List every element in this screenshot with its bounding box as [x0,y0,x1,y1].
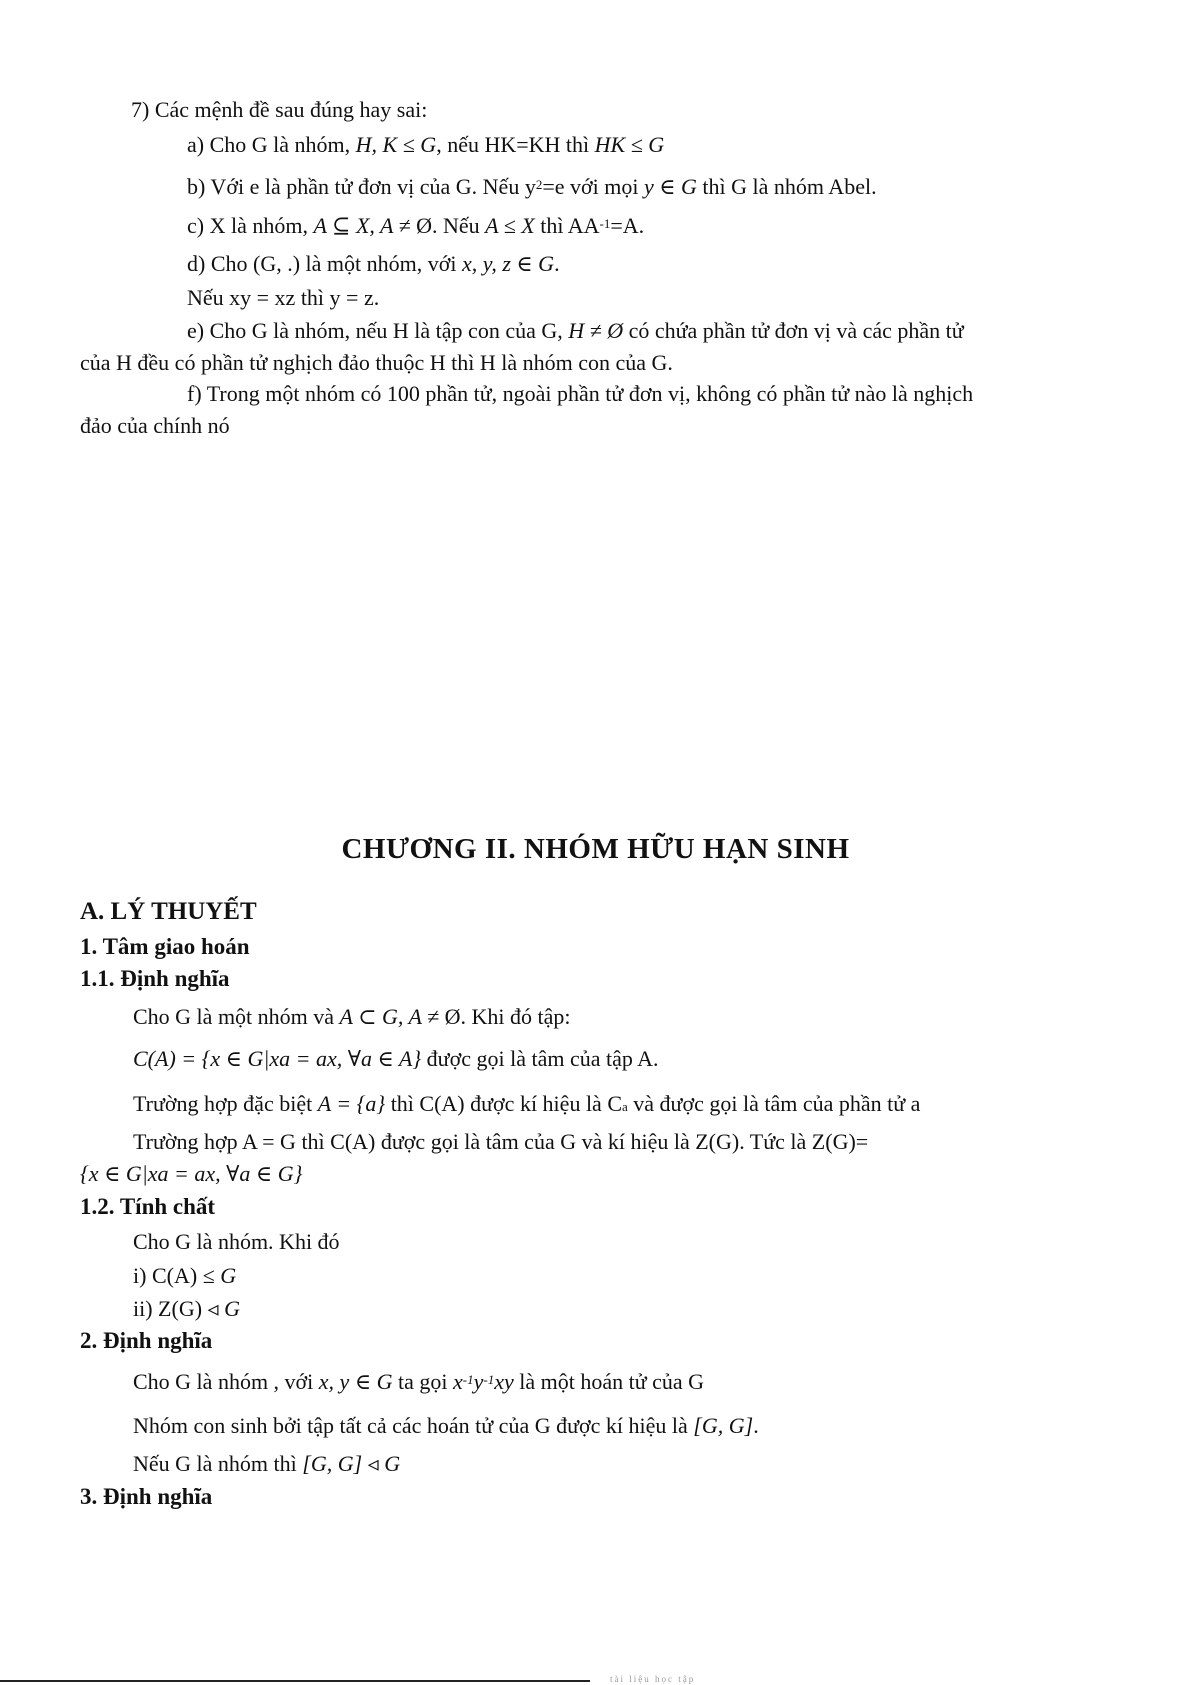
def-2-line-1: Cho G là nhóm , với x, y ∈ G ta gọi $x^{-1}y^{-1}xy$ là một hoán tử của G [133,1369,705,1394]
def-1-1-line-4: Trường hợp A = G thì C(A) được gọi là tâm của G và kí hiệu là Z(G). Tức là Z(G)= [133,1129,869,1154]
def-1-1-line-1: Cho G là một nhóm và A ⊂ G, A ≠ Ø. Khi đó tập: [133,1004,571,1029]
section-1-heading: 1. Tâm giao hoán [80,934,250,959]
q7-item-e: e) Cho G là nhóm, nếu H là tập con của G, H ≠ Ø có chứa phần tử đơn vị và các phần tử [187,318,964,343]
chapter-title: CHƯƠNG II. NHÓM HỮU HẠN SINH [341,833,850,865]
footer-rule [0,1680,590,1682]
prop-1-2-item-ii: ii) Z(G) ◃ G [133,1296,240,1321]
q7-item-a: a) Cho G là nhóm, H, K ≤ G, nếu HK=KH thì HK ≤ G [187,132,665,157]
q7-item-e-cont: của H đều có phần tử nghịch đảo thuộc H thì H là nhóm con của G. [80,350,673,375]
def-1-1-line-2: C(A) = {x ∈ G|xa = ax, ∀a ∈ A} được gọi là tâm của tập A. [133,1046,659,1071]
section-3-heading: 3. Định nghĩa [80,1484,213,1509]
def-2-line-3: Nếu G là nhóm thì [G, G] ◃ G [133,1451,401,1476]
footer-text: tài liệu học tập [610,1674,696,1684]
question-7-title: 7) Các mệnh đề sau đúng hay sai: [131,97,428,122]
def-1-1-line-5: {x ∈ G|xa = ax, ∀a ∈ G} [80,1161,303,1186]
q7-item-f-cont: đảo của chính nó [80,413,230,438]
def-2-line-2: Nhóm con sinh bởi tập tất cả các hoán tử của G được kí hiệu là [G, G]. [133,1413,759,1438]
q7-item-b: b) Với e là phần tử đơn vị của G. Nếu $y^2=e$ với mọi y ∈ G thì G là nhóm Abel. [187,174,877,199]
section-2-heading: 2. Định nghĩa [80,1328,213,1353]
q7-item-d-cont: Nếu xy = xz thì y = z. [187,285,380,310]
q7-item-f: f) Trong một nhóm có 100 phần tử, ngoài phần tử đơn vị, không có phần tử nào là nghịch [187,381,974,406]
prop-1-2-item-i: i) C(A) ≤ G [133,1263,237,1288]
q7-item-d: d) Cho (G, .) là một nhóm, với x, y, z ∈ G. [187,251,560,276]
prop-1-2-line-1: Cho G là nhóm. Khi đó [133,1229,340,1254]
section-1-2-heading: 1.2. Tính chất [80,1194,216,1219]
q7-item-c: c) X là nhóm, A ⊆ X, A ≠ Ø. Nếu A ≤ X thì $AA^{-1}=A$. [187,213,645,238]
section-a-heading: A. LÝ THUYẾT [80,898,257,925]
section-1-1-heading: 1.1. Định nghĩa [80,966,230,991]
def-1-1-line-3: Trường hợp đặc biệt A = {a} thì C(A) được kí hiệu là Ca và được gọi là tâm của phần tử a [133,1091,921,1116]
